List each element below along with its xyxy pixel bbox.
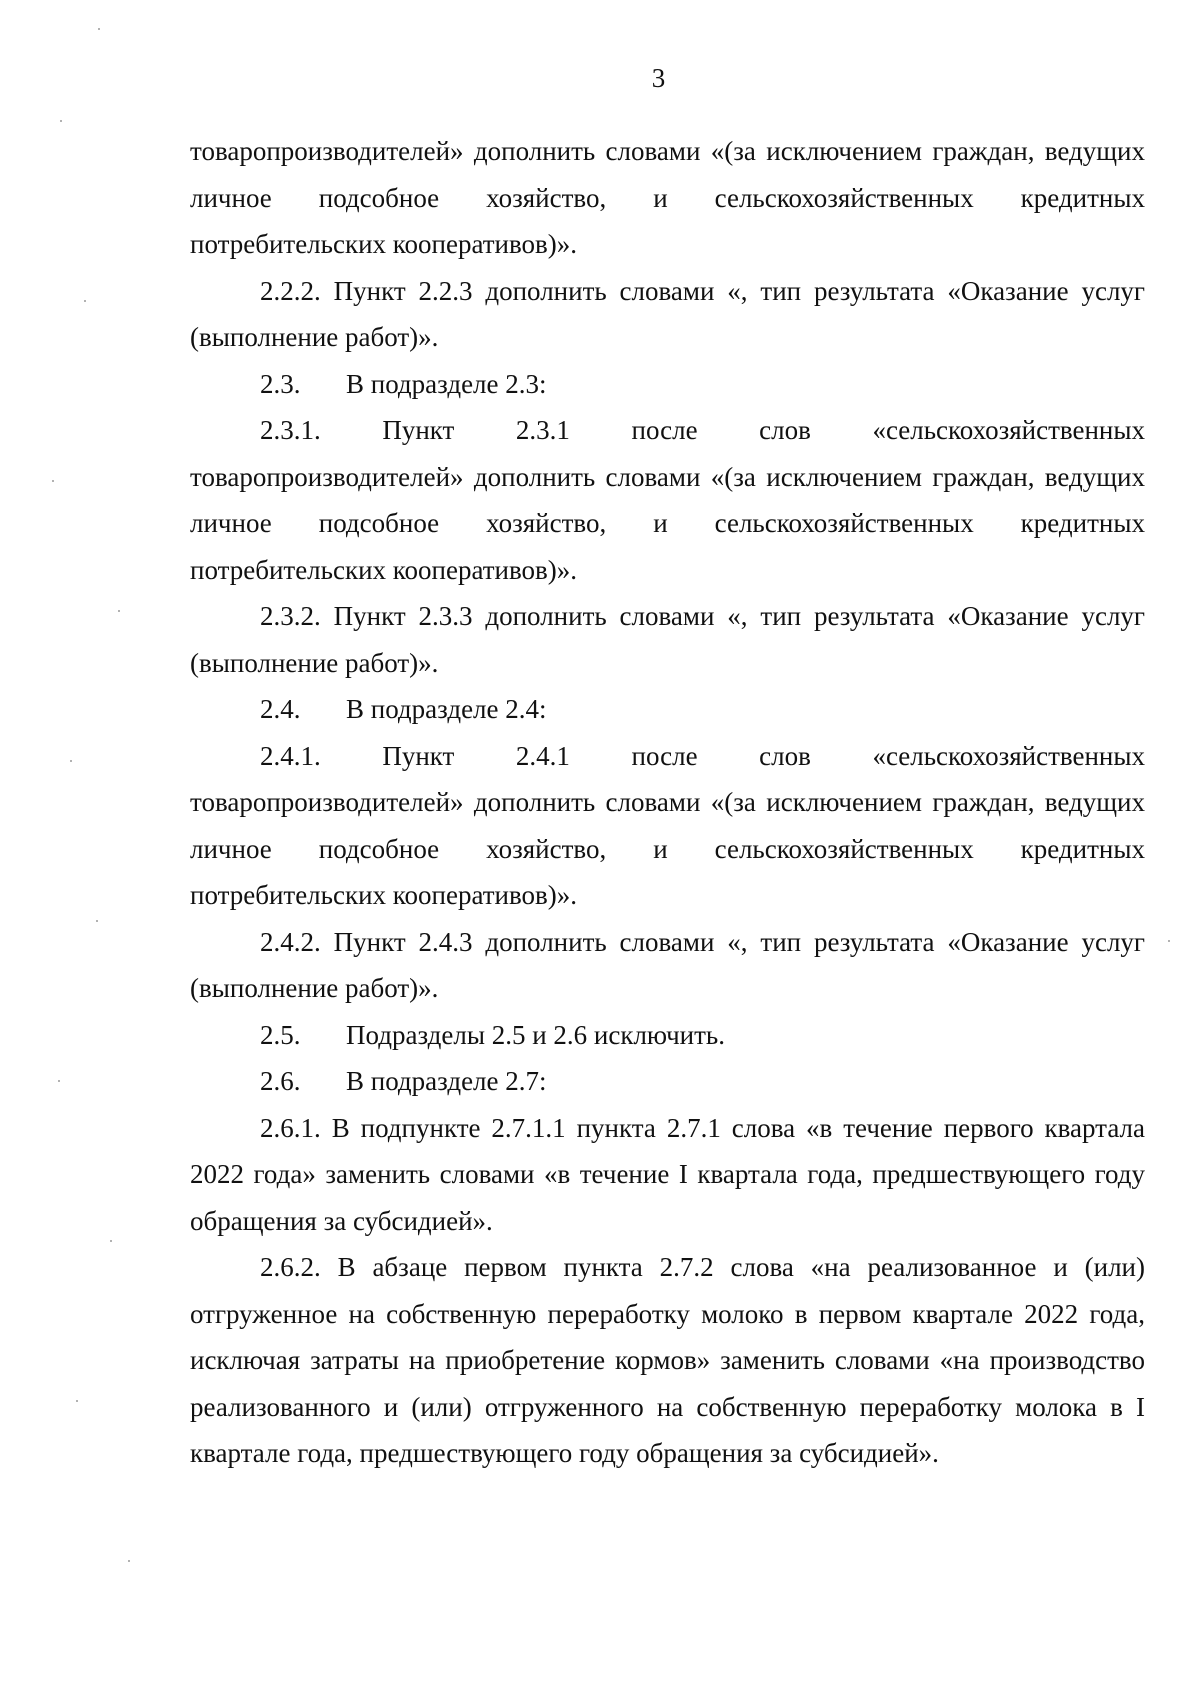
page-number: 3 <box>651 63 666 93</box>
scan-speck <box>128 1560 130 1562</box>
paragraph-2-4 <box>190 686 1145 733</box>
paragraph-text: 2.4.2. Пункт 2.4.3 дополнить словами «, тип результата «Оказание услуг (выполнение работ)». <box>190 926 1145 1003</box>
paragraph-text: Подразделы 2.5 и 2.6 исключить. <box>346 1019 725 1050</box>
section-number: 2.4. <box>260 694 301 724</box>
scan-speck <box>84 300 86 302</box>
scan-speck <box>76 1400 78 1402</box>
document-body <box>190 128 1145 1477</box>
scan-speck <box>96 920 98 922</box>
paragraph-text: В подразделе 2.3: <box>346 368 547 399</box>
paragraph-2-2-2 <box>190 268 1145 361</box>
scan-speck <box>110 1240 112 1242</box>
section-number: 2.6. <box>260 1066 301 1096</box>
scan-speck <box>98 28 100 30</box>
scan-speck <box>1168 940 1170 942</box>
paragraph-2-6 <box>190 1058 1145 1105</box>
scan-speck <box>118 610 120 612</box>
paragraph-2-3 <box>190 361 1145 408</box>
paragraph-2-3-1 <box>190 407 1145 593</box>
paragraph-2-6-1 <box>190 1105 1145 1245</box>
paragraph-text: 2.6.1. В подпункте 2.7.1.1 пункта 2.7.1 слова «в течение первого квартала 2022 года» заменить словами «в течение I квартала года, предшествующего году обращения за субсидией». <box>190 1112 1145 1236</box>
paragraph-text: товаропроизводителей» дополнить словами «(за исключением граждан, ведущих личное подсобное хозяйство, и сельскохозяйственных кредитных потребительских кооперативов)». <box>190 136 1145 259</box>
paragraph-2-4-1 <box>190 733 1145 919</box>
paragraph-text: 2.3.1. Пункт 2.3.1 после слов «сельскохозяйственных товаропроизводителей» дополнить словами «(за исключением граждан, ведущих личное подсобное хозяйство, и сельскохозяйственных кредитных потребительских кооперативов)». <box>190 415 1145 585</box>
paragraph-text: В подразделе 2.7: <box>346 1066 547 1096</box>
paragraph-2-4-2 <box>190 919 1145 1012</box>
section-number: 2.3. <box>260 368 301 399</box>
scan-speck <box>60 120 62 122</box>
paragraph-text: В подразделе 2.4: <box>346 694 547 724</box>
paragraph-continuation <box>190 128 1145 268</box>
paragraph-text: 2.3.2. Пункт 2.3.3 дополнить словами «, тип результата «Оказание услуг (выполнение работ)». <box>190 601 1145 678</box>
paragraph-text: 2.2.2. Пункт 2.2.3 дополнить словами «, тип результата «Оказание услуг (выполнение работ)». <box>190 275 1145 352</box>
paragraph-text: 2.4.1. Пункт 2.4.1 после слов «сельскохозяйственных товаропроизводителей» дополнить словами «(за исключением граждан, ведущих личное подсобное хозяйство, и сельскохозяйственных кредитных потребительских кооперативов)». <box>190 740 1145 910</box>
paragraph-2-3-2 <box>190 593 1145 686</box>
scan-speck <box>58 1080 60 1082</box>
section-number: 2.5. <box>260 1019 301 1050</box>
scan-speck <box>52 480 54 482</box>
paragraph-text: 2.6.2. В абзаце первом пункта 2.7.2 слова «на реализованное и (или) отгруженное на собственную переработку молоко в первом квартале 2022 года, исключая затраты на приобретение кормов» заменить словами «на производство реализованного и (или) отгруженного на собственную переработку молока в I квартале года, предшествующего году обращения за субсидией». <box>190 1252 1145 1468</box>
scan-speck <box>70 760 72 762</box>
paragraph-2-6-2 <box>190 1244 1145 1477</box>
paragraph-2-5 <box>190 1012 1145 1059</box>
